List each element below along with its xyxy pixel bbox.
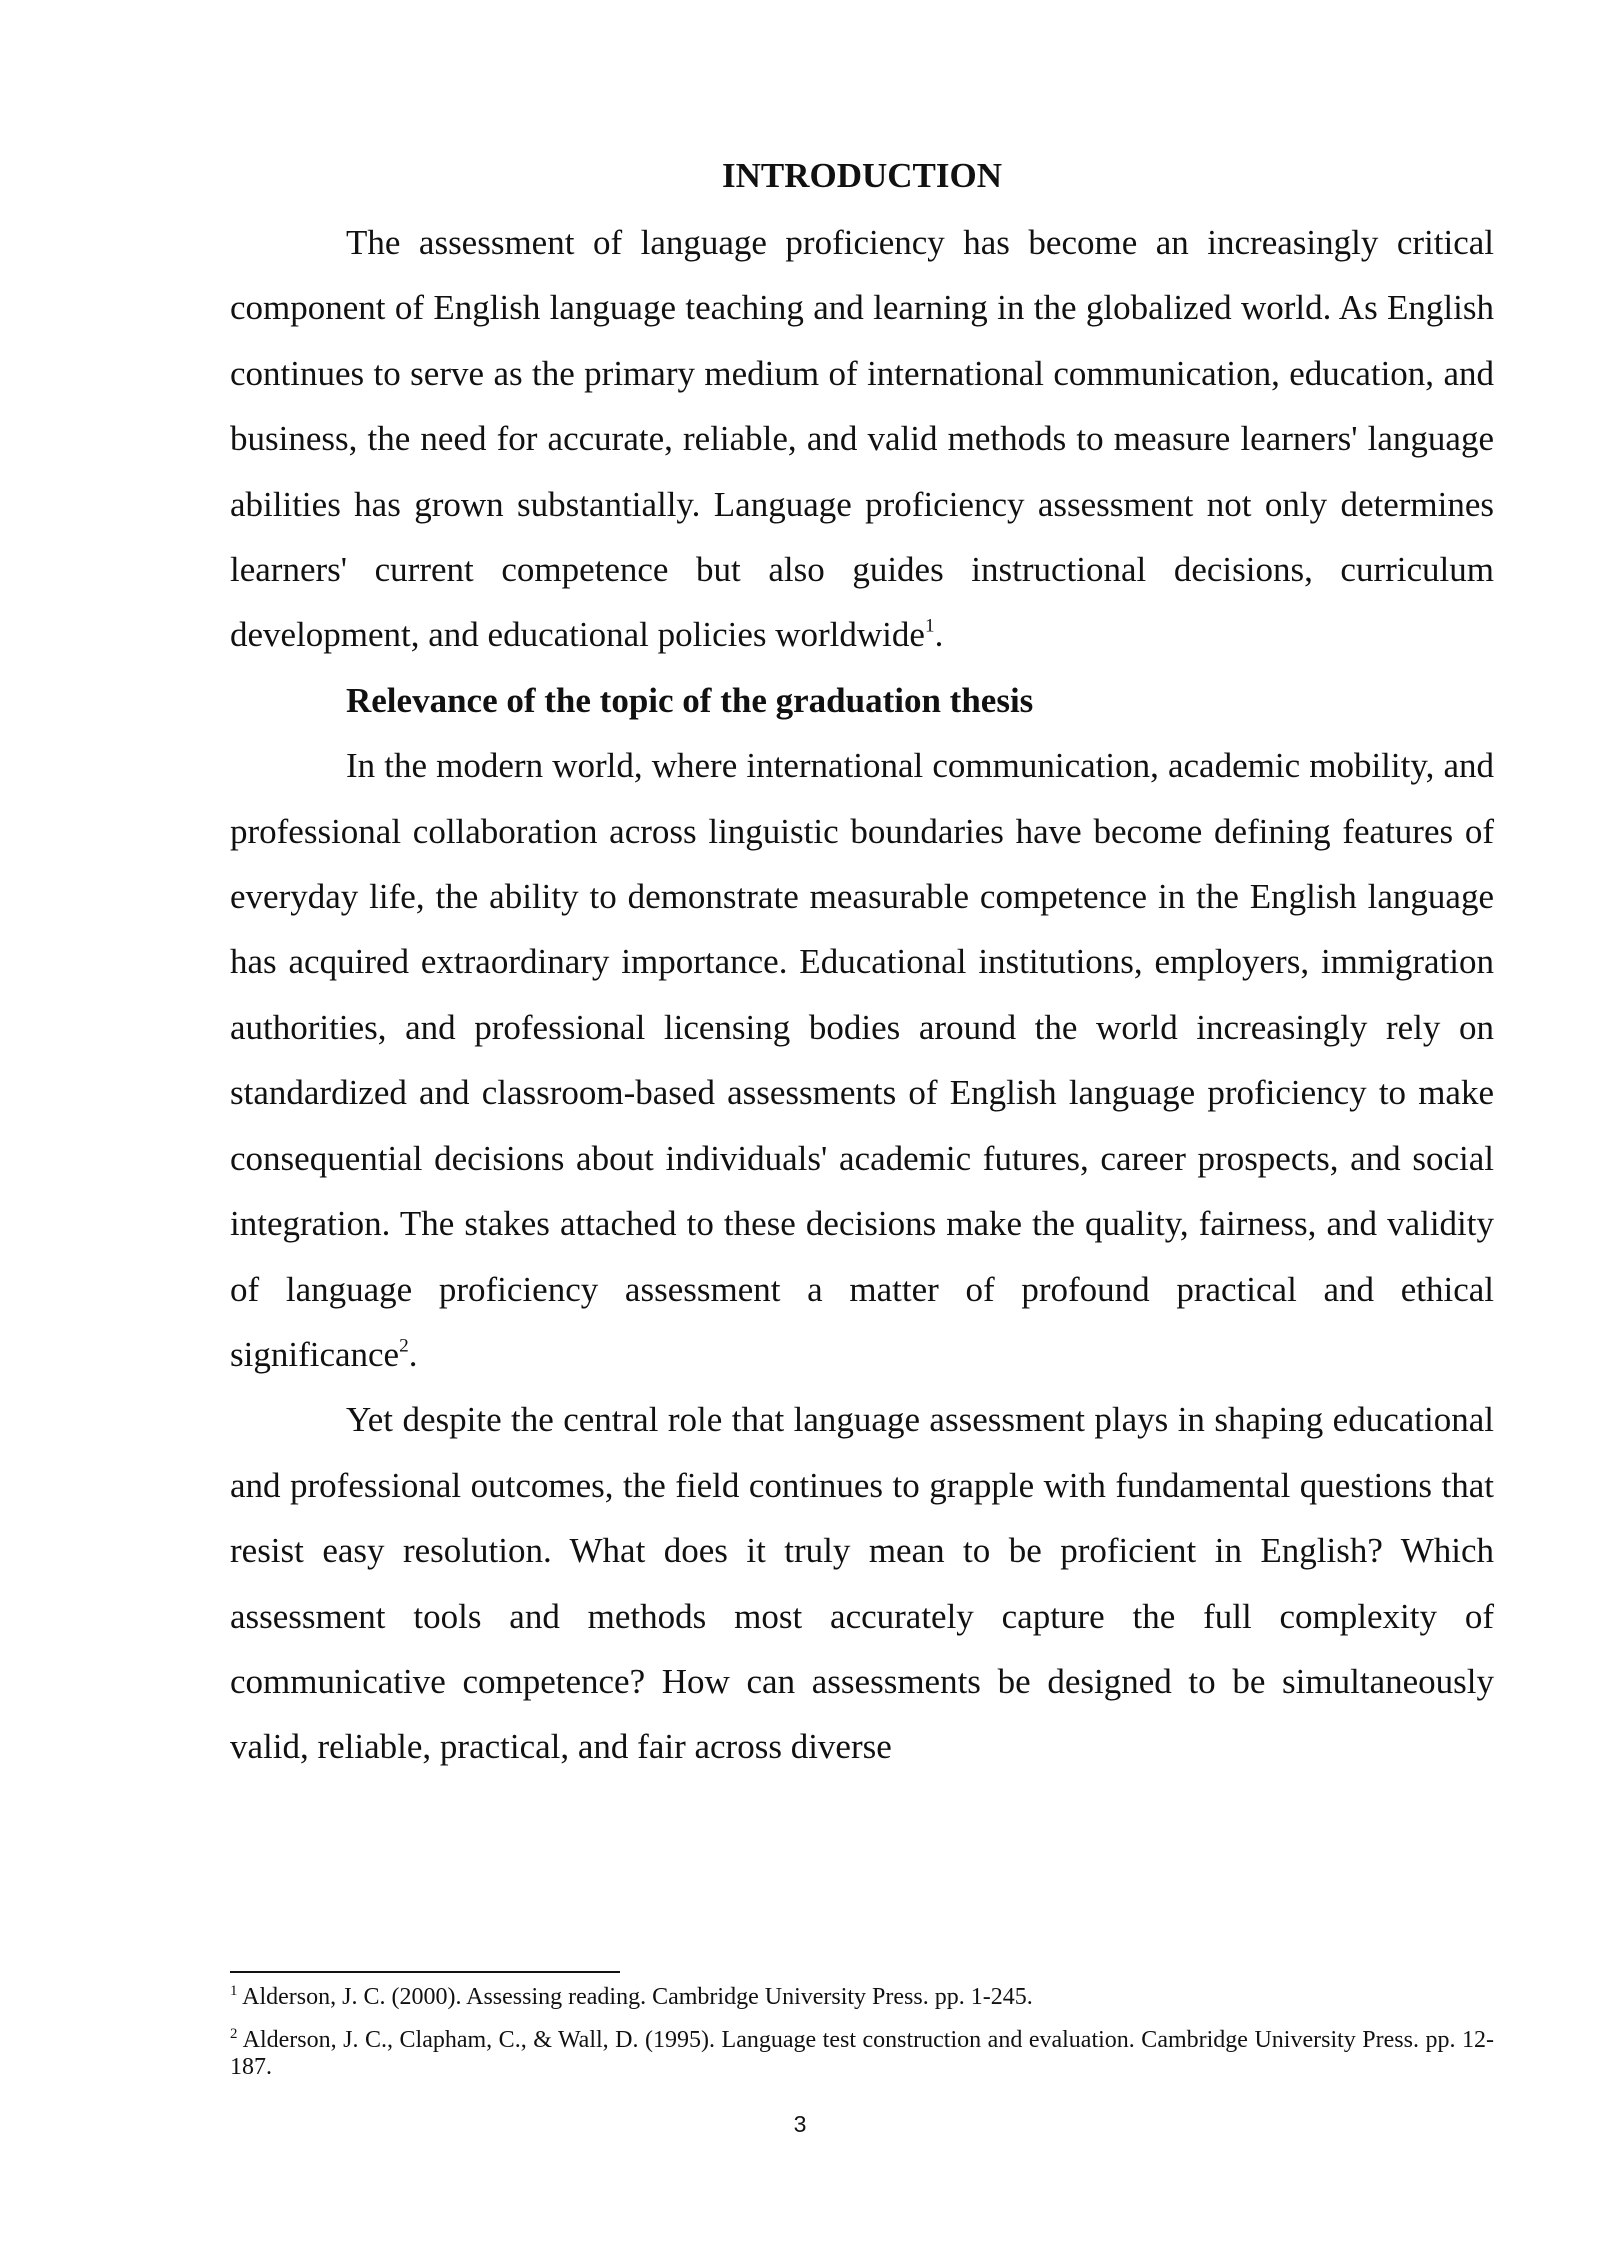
page-number: 3 (793, 2111, 807, 2137)
footnote-ref-1[interactable]: 1 (924, 616, 935, 637)
footnote-1 (230, 1984, 1494, 2011)
questions-paragraph (230, 1387, 1494, 1779)
intro-paragraph (230, 210, 1494, 668)
footnote-number: 2 (230, 2026, 238, 2043)
questions-paragraph-text: Yet despite the central role that language assessment plays in shaping educational and professional outcomes, the field continues to grapple with fundamental questions that resist easy resolution. What does it truly mean to be proficient in English? Which assessment tools and methods most accurately capture the full complexity of communicative competence? How can assessments be designed to be simultaneously valid, reliable, practical, and fair across diverse (230, 1400, 1494, 1767)
footnote-text: Alderson, J. C. (2000). Assessing reading. Cambridge University Press. pp. 1-245. (242, 1984, 1033, 2010)
relevance-paragraph (230, 733, 1494, 1387)
footnote-separator (230, 1971, 620, 1973)
page-title: INTRODUCTION (721, 156, 1003, 195)
intro-paragraph-end: . (934, 615, 944, 655)
section-subheading: Relevance of the topic of the graduation thesis (346, 680, 1034, 720)
footnote-ref-2[interactable]: 2 (399, 1335, 409, 1357)
relevance-paragraph-end: . (408, 1334, 418, 1374)
relevance-paragraph-text: In the modern world, where international communication, academic mobility, and professional collaboration across linguistic boundaries have become defining features of everyday life, the ability to demonstrate measurable competence in the English language has acquired extraordinary importance. Educational institutions, employers, immigration authorities, and professional licensing bodies around the world increasingly rely on standardized and classroom-based assessments of English language proficiency to make consequential decisions about individuals' academic futures, career prospects, and social integration. The stakes attached to these decisions make the quality, fairness, and validity of language proficiency assessment a matter of profound practical and ethical significance (230, 746, 1494, 1374)
body-text (230, 145, 1494, 1780)
footnote-number: 1 (230, 1983, 238, 2000)
footnote-2 (230, 2027, 1494, 2081)
intro-paragraph-text: The assessment of language proficiency has become an increasingly critical component of English language teaching and learning in the globalized world. As English continues to serve as the primary medium of international communication, education, and business, the need for accurate, reliable, and valid methods to measure learners' language abilities has grown substantially. Language proficiency assessment not only determines learners' current competence but also guides instructional decisions, curriculum development, and educational policies worldwide (230, 223, 1494, 655)
heading-spacer (230, 145, 1494, 210)
footnotes (230, 1984, 1494, 2097)
footnote-text: Alderson, J. C., Clapham, C., & Wall, D. (1995). Language test construction and evaluation. Cambridge University Press. pp. 12-187. (230, 2027, 1494, 2080)
